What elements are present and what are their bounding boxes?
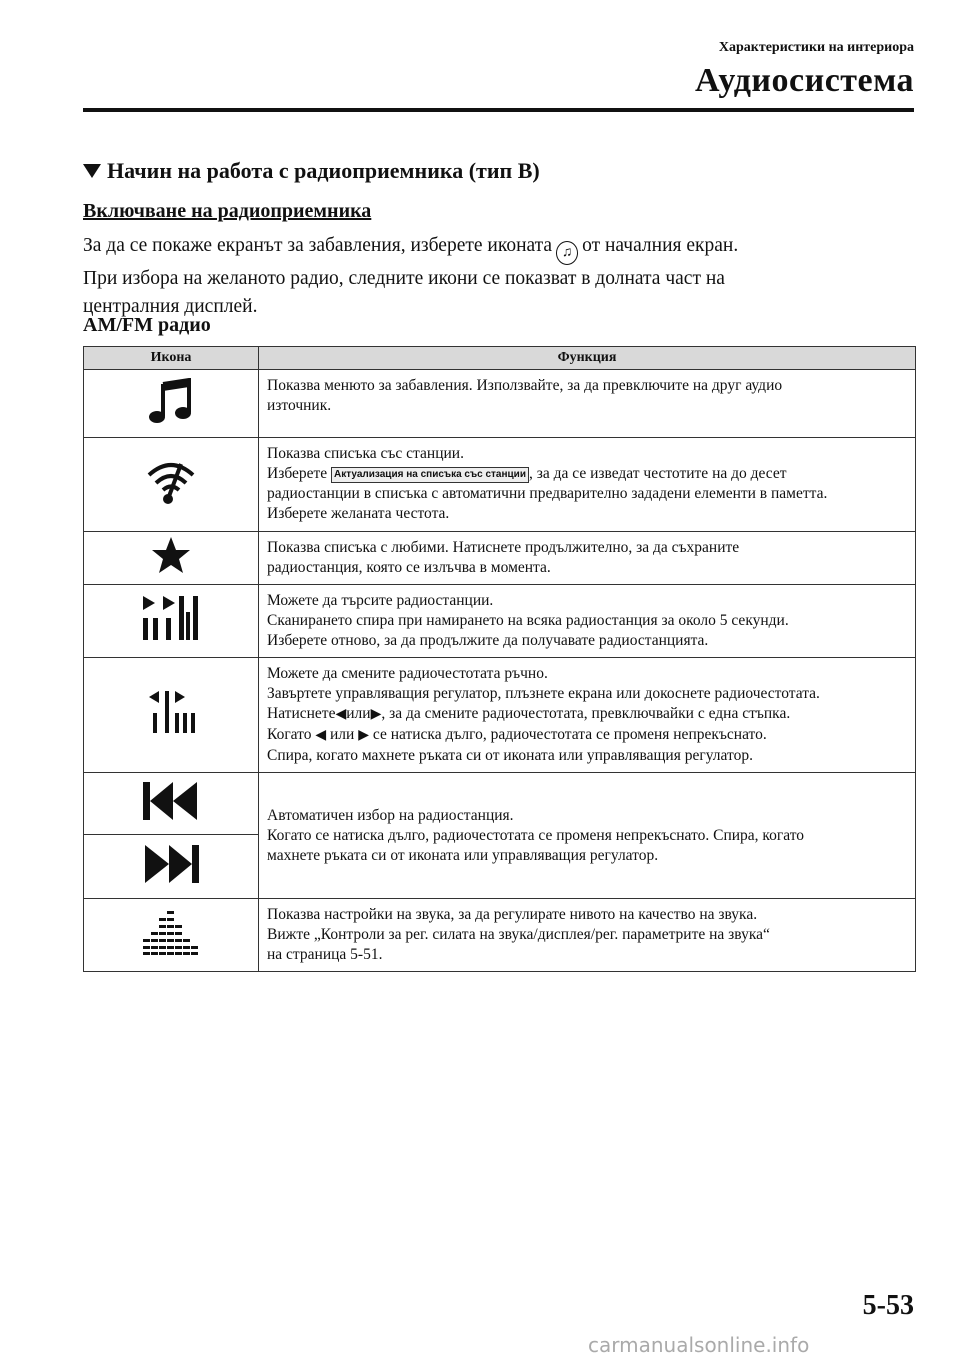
function-text: или (346, 705, 371, 722)
function-line: махнете ръката си от иконата или управляващия регулатор. (267, 846, 659, 864)
function-line: Вижте „Контроли за рег. силата на звука/дисплея/рег. параметрите на звука“ (267, 926, 770, 943)
table-row (84, 585, 916, 658)
section-title (83, 158, 540, 184)
subheading: Включване на радиоприемника (83, 200, 372, 222)
manual-tune-icon (147, 689, 195, 735)
function-line: Показва менюто за забавления. Използвайте, за да превключите на друг аудио (267, 377, 783, 394)
function-line: Спира, когато махнете ръката си от иконата или управляващия регулатор. (267, 747, 753, 764)
function-text: се натиска дълго, радиочестотата се променя непрекъснато. (372, 726, 767, 743)
function-line: Показва списъка с любими. Натиснете продължително, за да съхраните (267, 539, 740, 556)
function-cell (259, 370, 916, 438)
update-station-list-button: Актуализация на списъка със станции (331, 467, 529, 483)
function-text: Изберете (267, 465, 328, 482)
table-row (84, 532, 916, 585)
col-icon-header: Икона (84, 347, 259, 370)
antenna-icon (146, 459, 196, 505)
chapter-title: Аудиосистема (695, 62, 914, 99)
function-line: Можете да смените радиочестотата ръчно. (267, 665, 548, 682)
left-arrow-icon: ◀ (315, 728, 327, 743)
function-line: Показва настройки на звука, за да регулирате нивото на качество на звука. (267, 906, 758, 923)
function-cell (259, 658, 916, 773)
function-line: Можете да търсите радиостанции. (267, 592, 494, 609)
right-arrow-icon: ▶ (358, 728, 369, 743)
function-text: Когато (267, 726, 312, 743)
icon-cell (84, 585, 259, 658)
right-arrow-icon: ▶ (370, 707, 382, 722)
function-text: , за да смените радиочестотата, превключвайки с една стъпка. (381, 705, 791, 722)
function-line: на страница 5-51. (267, 946, 383, 963)
page-number: 5-53 (862, 1290, 914, 1321)
icon-function-table (83, 346, 916, 972)
table-row (84, 899, 916, 972)
function-line: Изберете желаната честота. (267, 505, 450, 522)
music-note-icon (149, 378, 193, 424)
sound-settings-icon (143, 909, 199, 955)
function-line (267, 464, 907, 484)
function-line: Автоматичен избор на радиостанция. (267, 806, 514, 824)
mode-heading: AM/FM радио (83, 314, 211, 336)
icon-cell (84, 658, 259, 773)
seek-back-icon (141, 780, 201, 822)
function-cell (259, 773, 916, 899)
triangle-bullet-icon (83, 164, 101, 178)
icon-cell (84, 835, 259, 899)
function-text: или (330, 726, 355, 743)
intro-line1-b: от началния екран. (582, 235, 739, 256)
left-arrow-icon: ◀ (335, 707, 347, 722)
section-title-text: Начин на работа с радиоприемника (тип В) (107, 158, 540, 183)
icon-cell (84, 370, 259, 438)
function-line (267, 725, 907, 746)
table-row (84, 438, 916, 532)
function-line: радиостанции в списъка с автоматични предварително зададени елементи в паметта. (267, 485, 828, 502)
music-inline-icon: ♫ (556, 241, 578, 265)
seek-forward-icon (141, 843, 201, 885)
chapter-subtitle: Характеристики на интериора (718, 40, 914, 55)
function-line: Завъртете управляващия регулатор, плъзнете екрана или докоснете радиочестотата. (267, 685, 820, 702)
header-rule (83, 108, 914, 112)
function-cell (259, 532, 916, 585)
function-line: Сканирането спира при намирането на всяка радиостанция за около 5 секунди. (267, 612, 789, 629)
function-text: Натиснете (267, 705, 336, 722)
function-line: източник. (267, 397, 332, 414)
table-row (84, 773, 916, 835)
watermark: carmanualsonline.info (588, 1333, 810, 1357)
function-line: Изберете отново, за да продължите да получавате радиостанцията. (267, 632, 709, 649)
intro-line3: централния дисплей. (83, 296, 258, 317)
icon-cell (84, 532, 259, 585)
scan-icon (141, 594, 201, 642)
function-text: , за да се изведат честотите на до десет (528, 465, 787, 482)
function-cell (259, 438, 916, 532)
table-row (84, 658, 916, 773)
function-line (267, 704, 907, 725)
intro-line1-a: За да се покаже екранът за забавления, изберете иконата (83, 235, 553, 256)
function-cell (259, 899, 916, 972)
intro-line2: При избора на желаното радио, следните икони се показват в долната част на (83, 268, 725, 289)
function-line: радиостанция, която се излъчва в момента. (267, 559, 551, 576)
icon-cell (84, 438, 259, 532)
icon-cell (84, 899, 259, 972)
star-icon (151, 535, 191, 575)
function-line: Когато се натиска дълго, радиочестотата се променя непрекъснато. Спира, когато (267, 826, 805, 844)
function-line: Показва списъка със станции. (267, 445, 464, 462)
table-row (84, 370, 916, 438)
table-header-row (84, 347, 916, 370)
icon-cell (84, 773, 259, 835)
col-function-header: Функция (259, 347, 916, 370)
function-cell (259, 585, 916, 658)
intro-paragraph (83, 232, 923, 321)
